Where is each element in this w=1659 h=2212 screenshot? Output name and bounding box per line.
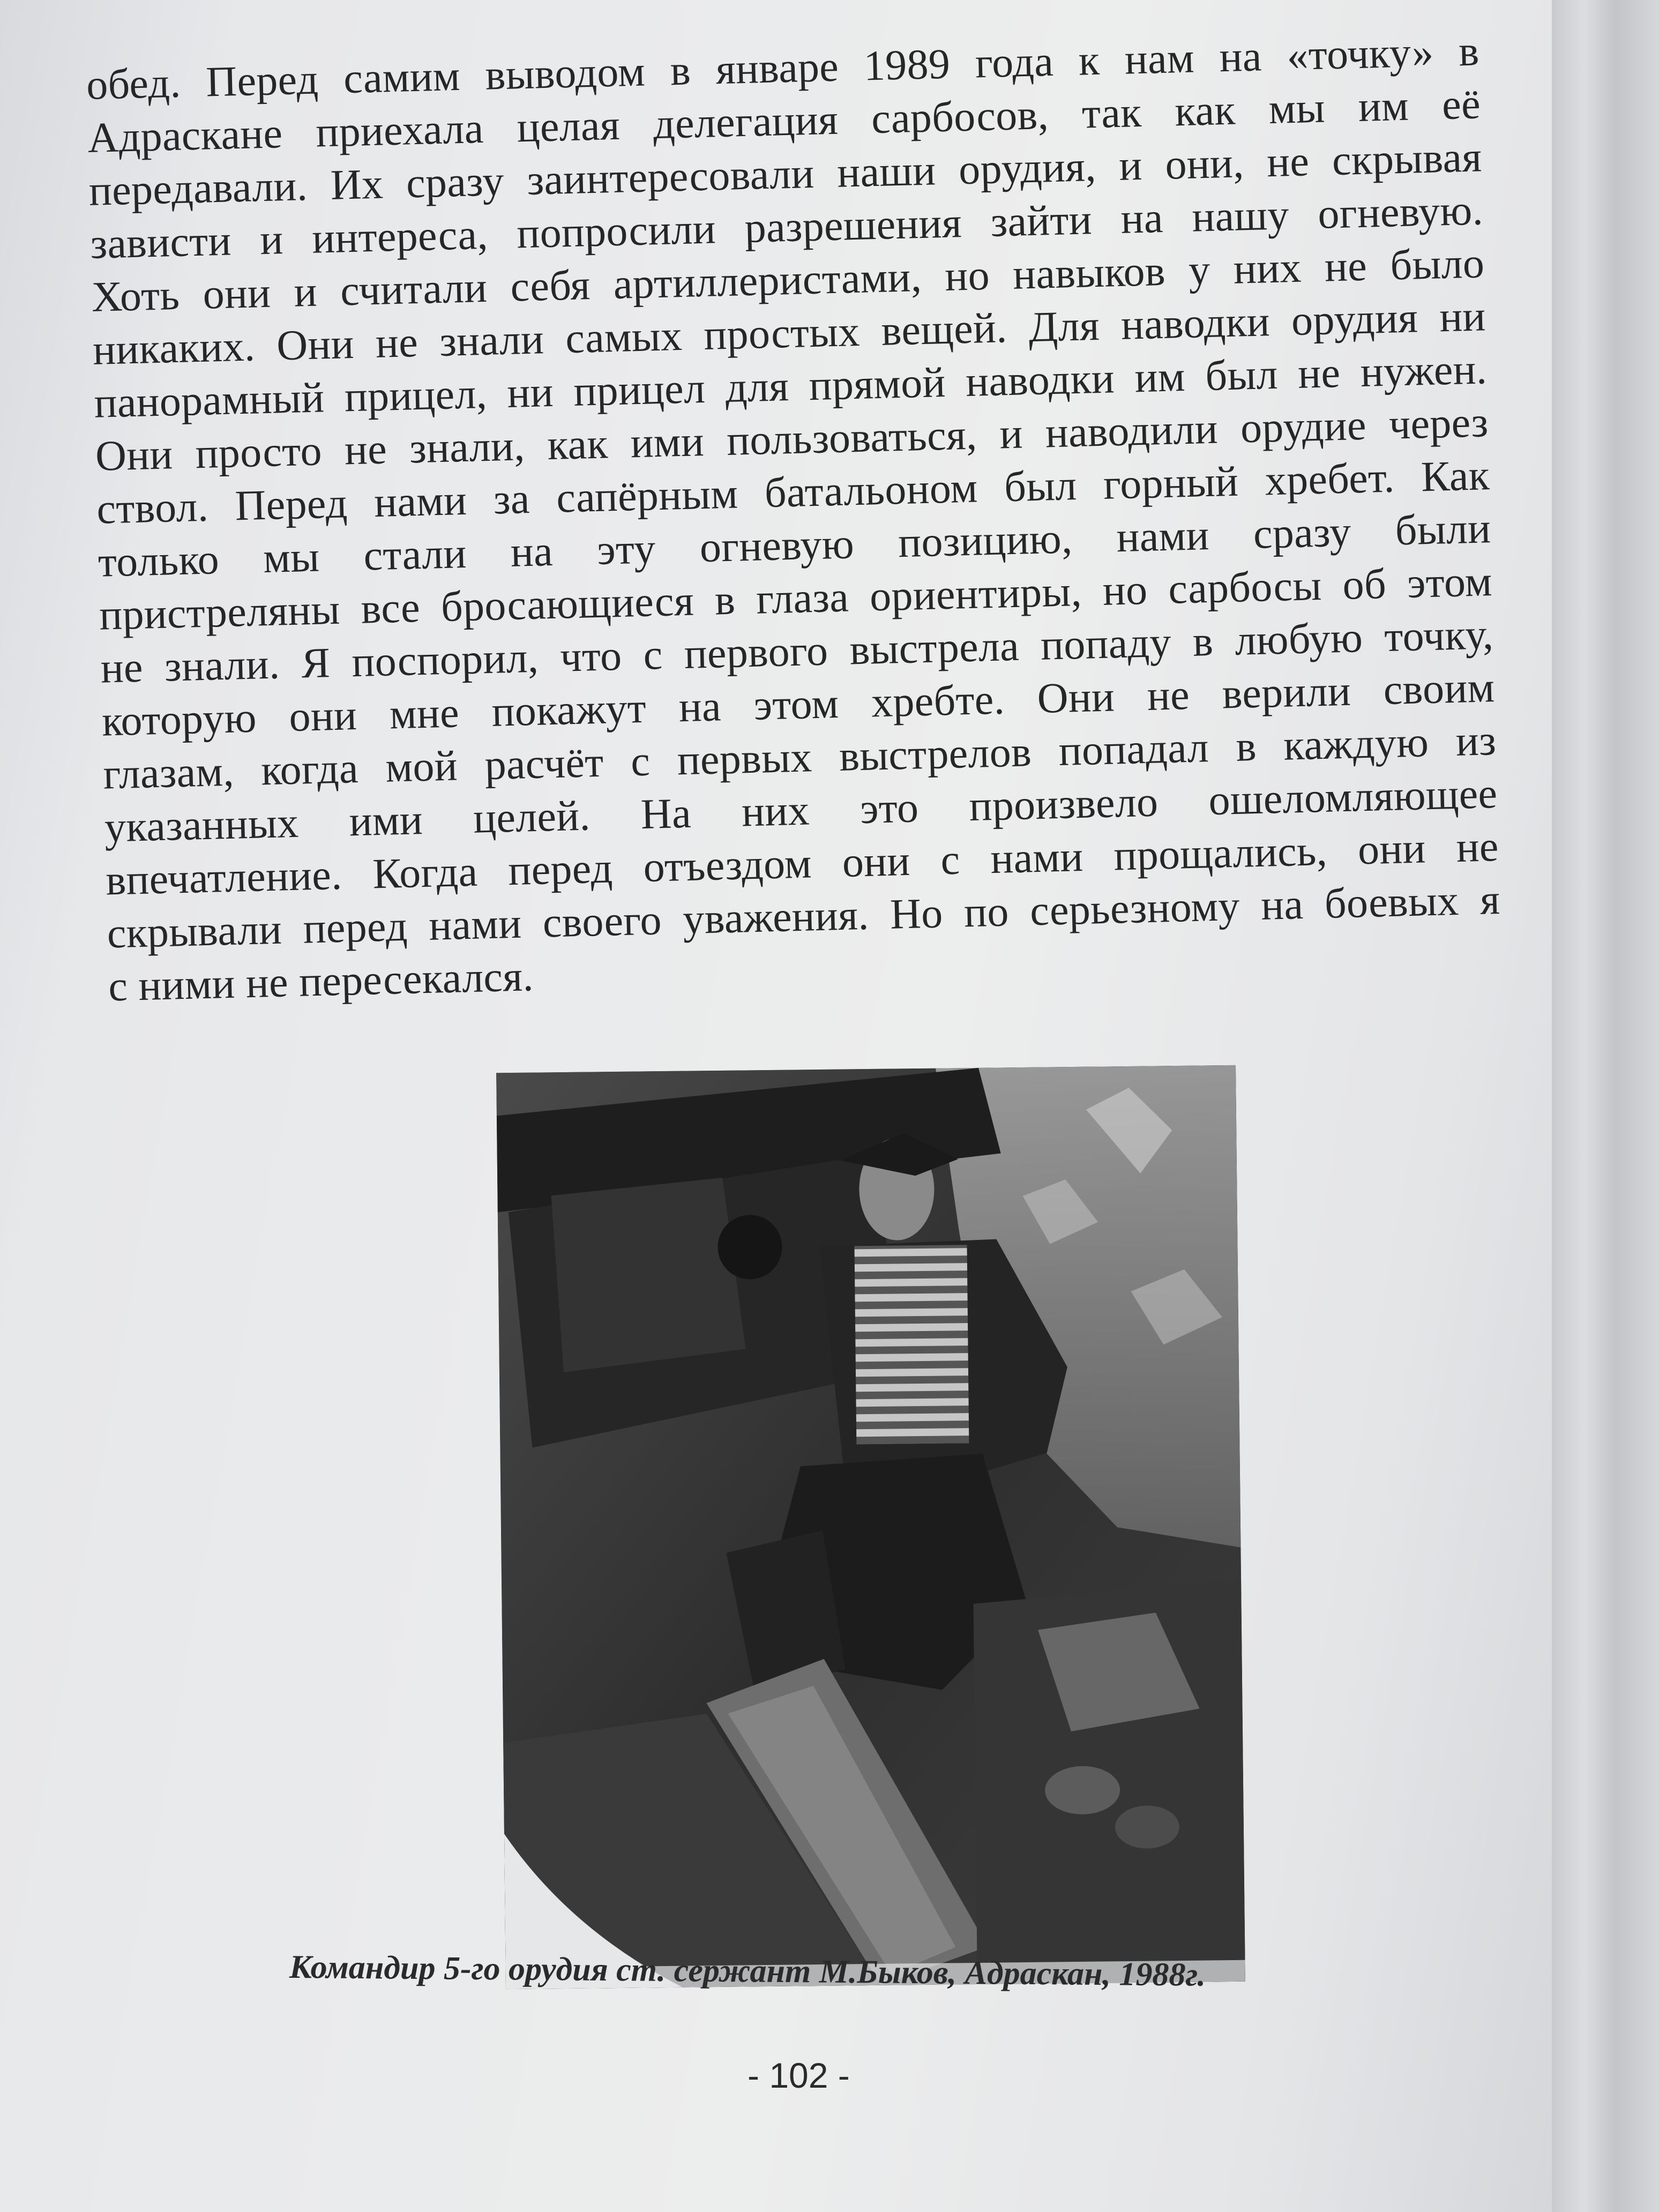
text-word: отъездом xyxy=(642,840,812,892)
text-word: им xyxy=(1357,82,1409,131)
text-word: навыков xyxy=(1012,247,1166,298)
text-word: ошеломляющее xyxy=(1208,770,1498,825)
text-word: мы xyxy=(1268,84,1326,133)
text-word: попадал xyxy=(1058,724,1209,775)
text-word: ствол. xyxy=(96,483,209,533)
text-word: наводки xyxy=(965,355,1115,406)
text-word: в xyxy=(669,47,691,95)
text-word: знали, xyxy=(409,422,526,473)
text-word: к xyxy=(1078,36,1101,85)
text-word: хребте. xyxy=(870,676,1005,727)
text-word: они, xyxy=(1164,139,1245,189)
text-word: на xyxy=(1219,33,1262,81)
text-word: первых xyxy=(676,734,813,784)
text-word: Адраскане xyxy=(87,110,283,162)
text-word: прицел xyxy=(573,364,706,415)
text-word: нами xyxy=(990,833,1084,883)
text-word: 1989 xyxy=(863,40,951,90)
text-word: Их xyxy=(330,160,384,209)
text-word: был xyxy=(1004,462,1078,511)
text-word: не xyxy=(375,319,419,367)
text-word: не xyxy=(100,644,144,692)
text-word: мне xyxy=(388,689,460,738)
text-word: горный xyxy=(1103,458,1239,509)
text-word: Перед xyxy=(205,56,319,106)
text-word: за xyxy=(492,475,530,524)
text-word: своим xyxy=(1382,664,1496,714)
text-word: в xyxy=(714,576,736,624)
text-word: и xyxy=(259,216,284,264)
text-word: первого xyxy=(683,627,829,678)
text-word: не xyxy=(343,425,387,474)
text-word: целая xyxy=(516,101,621,152)
text-word: и xyxy=(293,268,318,316)
text-word: Я xyxy=(301,639,331,687)
text-word: и xyxy=(1118,141,1143,190)
text-word: нами xyxy=(428,900,522,950)
text-word: попаду xyxy=(1040,618,1172,669)
text-word: и xyxy=(999,410,1023,458)
text-word: на xyxy=(1260,880,1304,929)
text-word: прямой xyxy=(808,358,946,410)
text-word: ни xyxy=(1439,293,1486,341)
text-word: зависти xyxy=(89,217,232,268)
text-word: мой xyxy=(385,742,458,791)
text-word: нами xyxy=(373,476,468,527)
text-word: считали xyxy=(340,264,488,315)
text-word: расчёт xyxy=(484,738,604,789)
text-word: артиллеристами, xyxy=(612,253,922,309)
text-word: не xyxy=(1146,671,1190,720)
text-word: них xyxy=(741,787,810,836)
text-word: январе xyxy=(715,43,840,94)
book-page-edge xyxy=(1552,0,1659,2212)
text-word: разрешения xyxy=(744,199,962,252)
text-word: нужен. xyxy=(1359,346,1488,397)
text-word: было xyxy=(1389,240,1485,289)
text-word: скрывая xyxy=(1331,133,1483,185)
text-word: точку, xyxy=(1384,611,1494,661)
text-word: этом xyxy=(753,680,840,729)
text-word: уважения. xyxy=(682,891,870,944)
text-word: орудия xyxy=(1290,294,1419,345)
text-word: своего xyxy=(542,896,662,947)
text-word: позицию, xyxy=(898,515,1073,567)
text-word: любую xyxy=(1234,614,1364,664)
text-word: передавали. xyxy=(88,162,308,215)
text-word: по xyxy=(963,888,1010,937)
text-word: этом xyxy=(1406,558,1493,608)
text-word: все xyxy=(360,584,421,633)
text-word: огневую. xyxy=(1317,186,1484,238)
text-word: только xyxy=(97,536,220,586)
text-word: перед xyxy=(302,902,408,953)
text-word: «точку» xyxy=(1286,28,1434,80)
text-word: выстрела xyxy=(849,622,1020,674)
text-word: Они xyxy=(276,320,355,370)
text-word: обед. xyxy=(86,59,182,109)
text-word: Они xyxy=(95,431,174,480)
text-word: в xyxy=(1235,723,1257,771)
text-word: делегация xyxy=(652,96,839,148)
text-word: просто xyxy=(195,427,323,478)
text-word: впечатление. xyxy=(105,851,343,905)
photo-caption: Командир 5-го орудия ст. сержант М.Быков, Адраскан, 1988г. xyxy=(289,1948,1206,1993)
text-word: нам xyxy=(1124,34,1195,84)
text-word: себя xyxy=(510,261,591,311)
text-word: хребет. xyxy=(1264,454,1395,505)
text-word: самых xyxy=(565,312,683,363)
text-word: когда xyxy=(260,744,359,795)
text-word: они xyxy=(1357,825,1426,874)
text-word: никаких. xyxy=(92,323,256,374)
text-word: интереса, xyxy=(311,211,489,263)
text-word: не xyxy=(1297,349,1341,398)
text-word: выводом xyxy=(484,48,646,99)
text-word: но xyxy=(1102,566,1148,615)
text-word: наши xyxy=(836,147,937,197)
page-number: - 102 - xyxy=(748,2056,850,2095)
text-word: для xyxy=(724,363,790,412)
text-word: панорамный xyxy=(93,374,325,427)
text-word: знали. xyxy=(163,640,281,691)
text-word: бросающиеся xyxy=(440,577,694,631)
text-word: не xyxy=(1455,823,1499,871)
text-word: орудия, xyxy=(958,143,1097,194)
text-word: им xyxy=(1134,353,1186,402)
text-word: произвело xyxy=(968,778,1159,831)
text-word: они xyxy=(841,837,911,886)
text-word: это xyxy=(859,784,920,833)
text-word: они xyxy=(288,692,358,741)
text-word: что xyxy=(559,632,623,681)
text-word: не xyxy=(1266,138,1310,186)
text-word: сразу xyxy=(406,158,505,207)
text-word: эту xyxy=(596,525,656,574)
text-word: нашу xyxy=(1191,191,1290,241)
text-word: Для xyxy=(1028,302,1100,352)
text-word: огневую xyxy=(699,520,855,572)
text-word: на xyxy=(678,683,722,731)
text-word: так xyxy=(1081,88,1142,138)
text-word: были xyxy=(1394,505,1492,555)
text-word: каждую xyxy=(1283,719,1430,769)
text-word: с xyxy=(642,631,663,679)
text-word: пользоваться, xyxy=(726,411,978,465)
text-word: сразу xyxy=(1252,508,1352,558)
text-word: покажут xyxy=(491,684,647,736)
text-word: зайти xyxy=(990,196,1093,246)
text-word: стали xyxy=(363,529,467,580)
text-word: Но xyxy=(889,890,944,938)
text-word: я xyxy=(1479,876,1501,924)
text-word: через xyxy=(1388,399,1489,449)
text-word: ориентиры, xyxy=(869,567,1082,621)
text-word: заинтересовали xyxy=(526,150,815,204)
text-word: об xyxy=(1342,561,1387,609)
text-word: у xyxy=(1188,246,1211,294)
text-word: ими xyxy=(630,418,705,467)
text-line: с ними не пересекался. xyxy=(108,953,534,1011)
text-word: с xyxy=(630,737,651,786)
text-word: попросили xyxy=(516,205,716,258)
text-word: на xyxy=(1120,194,1164,243)
text-word: сарбосов, xyxy=(871,91,1049,143)
text-word: боевых xyxy=(1324,877,1460,928)
text-word: орудие xyxy=(1239,401,1367,452)
text-word: целей. xyxy=(473,792,591,842)
text-word: глазам, xyxy=(102,748,235,798)
text-word: которую xyxy=(101,694,257,745)
text-word: выстрелов xyxy=(839,728,1033,781)
text-word: ни xyxy=(506,368,554,417)
text-word: указанных xyxy=(103,799,300,851)
text-word: Перед xyxy=(234,480,348,530)
text-word: нами xyxy=(1116,512,1210,562)
text-word: прицел, xyxy=(343,370,488,421)
text-word: как xyxy=(1174,86,1236,136)
text-word: в xyxy=(1458,27,1480,76)
text-word: Они xyxy=(1036,673,1116,722)
text-word: приехала xyxy=(315,104,484,156)
text-word: батальоном xyxy=(764,464,978,517)
text-word: ими xyxy=(348,796,423,846)
text-word: сапёрным xyxy=(556,470,739,522)
text-word: вещей. xyxy=(880,304,1008,355)
text-word: верили xyxy=(1221,667,1351,718)
text-word: не xyxy=(1324,242,1368,291)
text-word: с xyxy=(940,836,961,884)
text-word: мы xyxy=(263,533,320,582)
text-word: знали xyxy=(439,316,545,366)
text-word: самим xyxy=(343,52,461,103)
text-word: простых xyxy=(703,308,861,359)
text-word: поспорил, xyxy=(351,634,540,686)
text-word: но xyxy=(944,251,990,300)
text-word: был xyxy=(1205,350,1279,400)
text-word: перед xyxy=(507,845,614,895)
text-word: серьезному xyxy=(1029,882,1240,935)
text-word: них xyxy=(1232,244,1302,293)
text-word: Хоть xyxy=(91,271,181,321)
text-word: они xyxy=(202,269,272,318)
text-word: сарбосы xyxy=(1168,562,1322,613)
text-word: прощались, xyxy=(1113,827,1328,880)
text-word: в xyxy=(1192,617,1214,666)
text-word: на xyxy=(510,527,554,576)
text-word: скрывали xyxy=(106,906,283,958)
body-text xyxy=(86,25,1502,1013)
text-word: её xyxy=(1441,80,1481,129)
text-word: На xyxy=(640,789,692,839)
text-word: наводки xyxy=(1120,298,1271,349)
archival-photo xyxy=(496,1065,1245,1989)
text-word: Когда xyxy=(372,848,479,898)
text-word: наводили xyxy=(1044,405,1219,457)
text-word: из xyxy=(1455,717,1497,765)
text-word: года xyxy=(974,38,1054,87)
text-word: Как xyxy=(1421,452,1490,501)
text-word: пристреляны xyxy=(99,586,341,639)
text-word: глаза xyxy=(756,573,850,623)
text-word: как xyxy=(547,420,609,469)
